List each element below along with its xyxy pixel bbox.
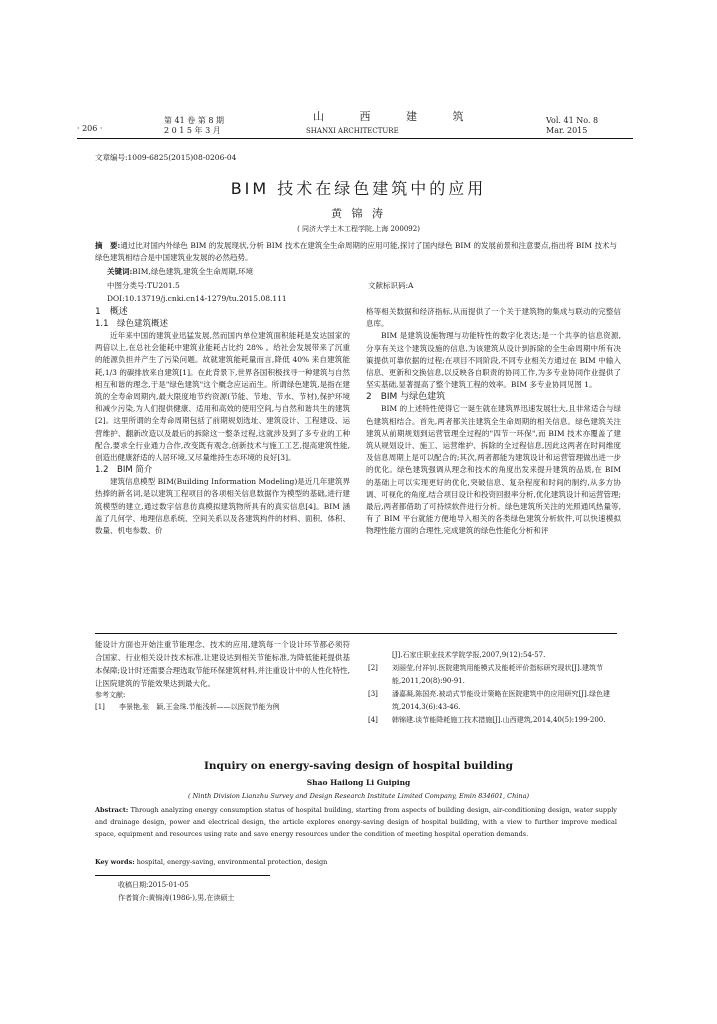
lower-right-column (368, 649, 618, 727)
volume-cn: 第 41 卷 第 8 期 (164, 116, 224, 125)
paragraph: BIM 的上述特性使得它一诞生就在建筑界迅速发展壮大,且非常适合与绿色建筑相结合。首先,两者都关注建筑全生命周期的相关信息。绿色建筑关注建筑从前期规划到运营管理全过程的"四节一环保",而 BIM 技术亦覆盖了建筑从规划设计、施工、运营维护、拆除的全过程信息,因此这两者在时间维度及信息周期上是可以配合的;其次,两者都能为建筑设计和运营管理做出进一步的优化。绿色建筑强调从理念和技术的角度出发来提升建筑的品质,在 BIM 的基础上可以实现更好的优化,突破信息、复杂程度和时间的制约,从多方协调、可视化的角度,结合项目设计和投资回报率分析,优化建筑设计和运营管理;最后,两者都借助了可持续软件进行分析。绿色建筑所关注的光照通风热量等,有了 BIM 平台就能方便地导入相关的各类绿色建筑分析软件,可以快速模拟物理性能方面的合理性,完成建筑的绿色性能化分析和评 (366, 404, 621, 536)
reference-list (368, 649, 618, 727)
english-keywords-label: Key words: (95, 858, 135, 866)
clc-number: 中图分类号:TU201.5 (107, 281, 180, 290)
reference-text: 潘嘉凝,陈国亮.被动式节能设计策略在医院建筑中的应用研究[J].绿色建筑,2014,3(6):43-46. (392, 690, 610, 711)
journal-name-cn: 山 西 建 筑 (313, 110, 480, 123)
english-abstract-text: Through analyzing energy consumption status of hospital building, starting from aspects of building design, air-conditioning design, water supply and drainage design, power and electrical design, the article explores energy-saving design of hospital building, with a view to further improve medical space, equipment and resources using rate and save energy resources under the condition of meeting hospital operation demands. (95, 806, 617, 838)
section-heading: 2 BIM 与绿色建筑 (366, 392, 446, 403)
reference-item (368, 649, 618, 662)
english-abstract-label: Abstract: (95, 806, 129, 814)
reference-number (368, 649, 392, 662)
subsection-heading: 1.2 BIM 简介 (95, 465, 153, 476)
keywords-cn (107, 266, 607, 278)
reference-number: [4] (368, 716, 378, 724)
reference-list (95, 701, 350, 714)
english-authors: Shao Hailong Li Guiping (306, 778, 411, 787)
date-en: Mar. 2015 (546, 126, 588, 135)
paragraph: 建筑信息模型 BIM(Building Information Modeling)是近几年建筑界热捧的新名词,是以建筑工程项目的各项相关信息数据作为模型的基础,进行建筑模型的建立,通过数字信息仿真模拟建筑物所具有的真实信息[4]。BIM 涵盖了几何学、地理信息系统、空间关系以及各建筑构件的材料、面积、体积、数量、机电参数、价 (95, 477, 350, 536)
reference-number: [2] (368, 664, 378, 672)
doi: DOI:10.13719/j.cnki.cn14-1279/tu.2015.08.111 (107, 294, 287, 303)
paragraph: 近年来中国的建筑业迅猛发展,然而国内单位建筑面积能耗是发达国家的两倍以上,在总社会能耗中建筑业能耗占比约 28% 。给社会发展带来了沉重的能源负担并产生了污染问题。故就建筑能耗量而言,降低 40% 来自建筑能耗,1/3 的碳排放来自建筑[1]。在此背景下,世界各国积极找寻一种建筑与自然相互和谐的理念,于是"绿色建筑"这个概念应运而生。所谓绿色建筑,是指在建筑的全寿命周期内,最大限度地节约资源(节能、节地、节水、节材),保护环境和减少污染,为人们提供健康、适用和高效的使用空间,与自然和谐共生的建筑[2]。这里所谓的全寿命周期包括了前期规划选址、建筑设计、工程建设、运营维护、翻新改造以及最后的拆除这一整条过程,这就涉及到了多专业的工种配合,要求全行业通力合作,改变既有观念,创新技术与施工工艺,提高建筑性能,创造出健康舒适的人居环境,又尽量维持生态环境的良好[3]。 (95, 331, 350, 463)
reference-item (368, 688, 618, 714)
abstract-label: 摘 要: (95, 241, 121, 250)
received-date: 收稿日期:2015-01-05 (118, 881, 189, 889)
keywords-label: 关键词: (107, 267, 133, 276)
reference-number: [1] (95, 703, 105, 711)
author-affiliation: ( 同济大学土木工程学院,上海 200092) (297, 225, 420, 233)
reference-text: [J].石家庄职业技术学院学报,2007,9(12):54-57. (392, 651, 546, 659)
paragraph: BIM 是建筑设施物理与功能特性的数字化表达;是一个共享的信息资源,分享有关这个建筑设施的信息,为该建筑从设计到拆除的全生命周期中所有决策提供可靠依据的过程;在项目不同阶段,不同专业相关方通过在 BIM 中输入信息、更新和交换信息,以反映各自职责的协同工作,为多专业协同作业提供了坚实基础,显著提高了整个建筑工程的效率。BIM 多专业协同见图 1。 (366, 331, 621, 390)
header-rule (77, 138, 633, 139)
abstract-cn (95, 240, 617, 264)
paper-title: BIM 技术在绿色建筑中的应用 (230, 179, 487, 198)
abstract-text: 通过比对国内外绿色 BIM 的发展现状,分析 BIM 技术在建筑全生命周期的应用可能,探讨了国内绿色 BIM 的发展前景和注意要点,指出将 BIM 技术与绿色建筑相结合是中国建筑业发展的必然趋势。 (95, 241, 617, 262)
reference-text: 韩锦建.谈节能降耗施工技术措施[J].山西建筑,2014,40(5):199-200. (392, 716, 606, 724)
journal-name-en: SHANXI ARCHITECTURE (306, 127, 399, 135)
paragraph: 格等相关数据和经济指标,从而提供了一个关于建筑物的集成与联动的完整信息库。 (366, 307, 621, 329)
author-bio: 作者简介:黄锦涛(1986-),男,在读硕士 (118, 894, 235, 902)
reference-text: 刘丽莹,付祥钊.医院建筑用能模式及能耗评价指标研究现状[J].建筑节能,2011,20(8):90-91. (392, 664, 603, 685)
lower-left-column (95, 638, 350, 714)
volume-en: Vol. 41 No. 8 (546, 116, 599, 125)
article-number: 文章编号:1009-6825(2015)08-0206-04 (95, 153, 237, 162)
article-separator (95, 633, 617, 634)
references-title: 参考文献: (95, 691, 126, 699)
english-affiliation: ( Ninth Division Lianzhu Survey and Design Research Institute Limited Company, Emin 834601, China) (188, 792, 529, 800)
english-abstract (95, 804, 617, 840)
page-number: · 206 · (77, 124, 103, 133)
author-name: 黄 锦 涛 (331, 207, 386, 220)
footnote-rule (95, 875, 270, 876)
keywords-text: BIM,绿色建筑,建筑全生命周期,环境 (132, 267, 254, 276)
date-cn: 2 0 1 5 年 3 月 (164, 126, 221, 135)
english-keywords (95, 856, 617, 868)
reference-item (368, 714, 618, 727)
english-keywords-text: hospital, energy-saving, environmental protection, design (136, 858, 328, 866)
reference-item (368, 662, 618, 688)
right-column (366, 306, 621, 538)
reference-text: 李景艳,张 颖,王金珠.节能浅析——以医院节能为例 (119, 703, 280, 711)
paragraph: 能设计方面也开始注重节能理念、技术的应用,建筑每一个设计环节都必须符合国家、行业相关设计技术标准,让建设达到相关节能标准,为降低能耗提供基本保障;设计时还需要合理选取节能环保建筑材料,并注重设计中的人性化特性,让医院建筑的节能效果达到最大化。 (95, 640, 350, 688)
subsection-heading: 1.1 绿色建筑概述 (95, 319, 169, 329)
english-title: Inquiry on energy-saving design of hospital building (203, 760, 514, 772)
left-column (95, 306, 350, 537)
section-heading: 1 概述 (95, 307, 128, 317)
reference-number: [3] (368, 690, 378, 698)
reference-item (95, 701, 350, 714)
document-code: 文献标识码:A (368, 281, 414, 290)
